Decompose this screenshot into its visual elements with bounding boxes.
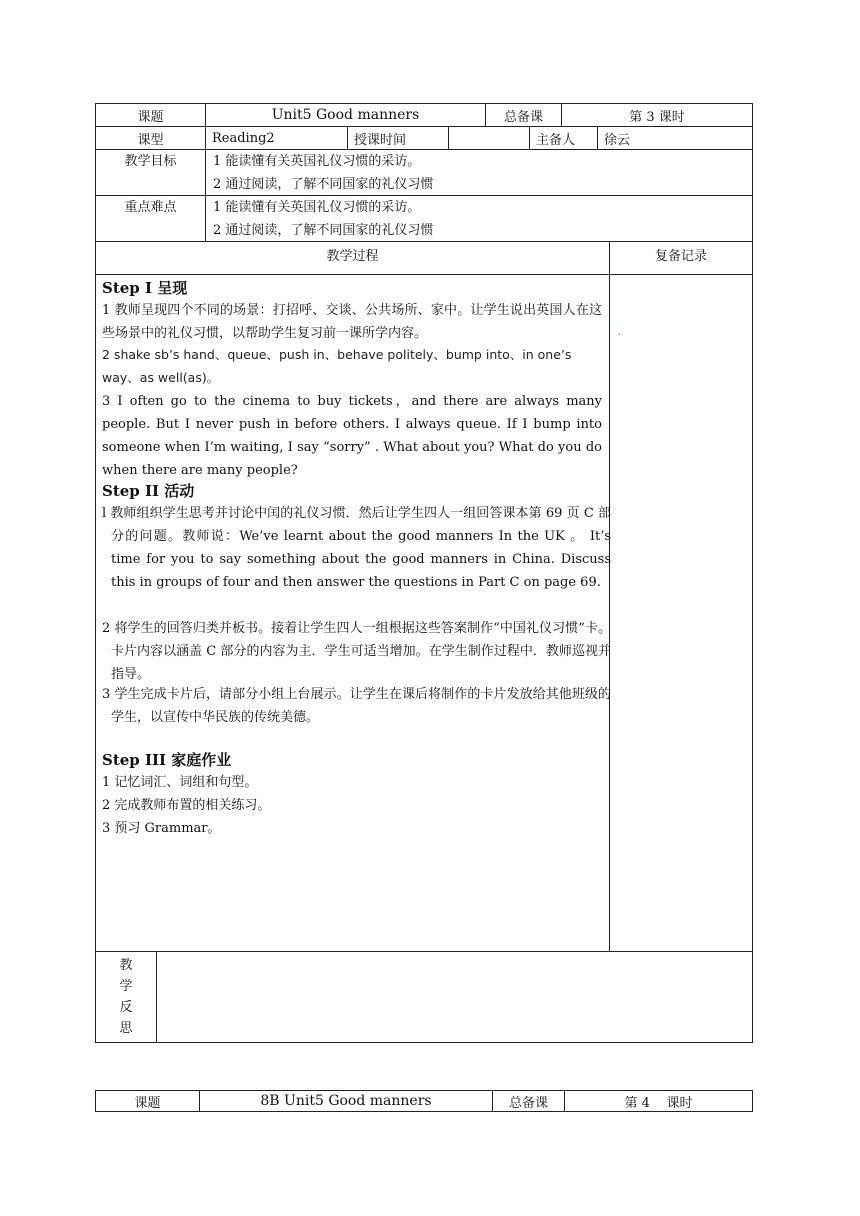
step1-paragraph-3: 3 I often go to the cinema to buy tickets，and there are always many people. But I never push in before others. I always queue. If I bump into someone when I’m waiting, I say “sorry” . What about you? What do you do when there are many people? <box>102 394 602 478</box>
next-topic-value: 8B Unit5 Good manners <box>260 1093 432 1109</box>
homework-item-3: 3 预习 Grammar。 <box>102 821 221 836</box>
teaching-time-value <box>449 127 529 149</box>
next-period-value: 第 4 课时 <box>624 1095 693 1111</box>
reflection-label-char-4: 思 <box>119 1021 133 1036</box>
lesson-type-label: 课型 <box>137 132 164 148</box>
step2-paragraph-1: l 教师组织学生思考并讨论中闰的礼仪习惯．然后让学生四人一组回答课本第 69 页 C 部分的问题。教师说：We’ve learnt about the good manners In the UK 。 It’s time for you to say something about the good manners in China. Discuss this in groups of four and then answer the questions in Part C on page 69. <box>102 506 611 590</box>
reflection-label-char-2: 学 <box>119 979 133 994</box>
period-value: 第 3 课时 <box>629 109 685 125</box>
re-prep-record-header: 复备记录 <box>654 248 707 264</box>
step2-title: Step II 活动 <box>102 482 195 500</box>
step2-paragraph-3: 3 学生完成卡片后，请部分小组上台展示。让学生在课后将制作的卡片发放给其他班级的学生，以宣传中华民族的传统美德。 <box>102 687 611 725</box>
key-point-2: 2 通过阅读，了解不同国家的礼仪习惯 <box>213 223 434 238</box>
key-point-1: 1 能读懂有关英国礼仪习惯的采访。 <box>213 200 421 215</box>
reflection-label-char-3: 反 <box>119 1000 133 1015</box>
step1-title: Step I 呈现 <box>102 279 188 297</box>
topic-label: 课题 <box>137 109 164 125</box>
teaching-time-label: 授课时间 <box>354 132 407 148</box>
teaching-goals-label: 教学目标 <box>124 154 177 169</box>
next-topic-label: 课题 <box>134 1095 161 1111</box>
lesson-type-value: Reading2 <box>212 130 275 146</box>
step1-phrases: 2 shake sb’s hand、queue、push in、behave politely、bump into、in one’s way、as well(as)。 <box>102 347 572 385</box>
next-total-lesson-label: 总备课 <box>508 1095 548 1111</box>
step1-paragraph-1: 1 教师呈现四个不同的场景：打招呼、交谈、公共场所、家中。让学生说出英国人在这些场景中的礼仪习惯，以帮助学生复习前一课所学内容。 <box>102 303 602 341</box>
homework-item-1: 1 记忆词汇、词组和句型。 <box>102 775 258 790</box>
key-points-label: 重点难点 <box>124 200 177 215</box>
teaching-process-header: 教学过程 <box>326 248 379 264</box>
teaching-goal-1: 1 能读懂有关英国礼仪习惯的采访。 <box>213 154 421 169</box>
preparer-label: 主备人 <box>536 132 576 148</box>
teaching-goal-2: 2 通过阅读，了解不同国家的礼仪习惯 <box>213 177 434 192</box>
homework-item-2: 2 完成教师布置的相关练习。 <box>102 798 271 813</box>
topic-value: Unit5 Good manners <box>271 107 420 123</box>
record-mark: . <box>618 327 622 338</box>
step3-title: Step III 家庭作业 <box>102 751 232 769</box>
total-lesson-label: 总备课 <box>503 109 543 125</box>
reflection-label-char-1: 教 <box>119 958 133 973</box>
preparer-value: 徐云 <box>604 132 631 148</box>
step2-paragraph-2: 2 将学生的回答归类并板书。接着让学生四人一组根据这些答案制作“中国礼仪习惯”卡。卡片内容以涵盖 C 部分的内容为主．学生可适当增加。在学生制作过程中．教师巡视并指导。 <box>102 621 611 682</box>
